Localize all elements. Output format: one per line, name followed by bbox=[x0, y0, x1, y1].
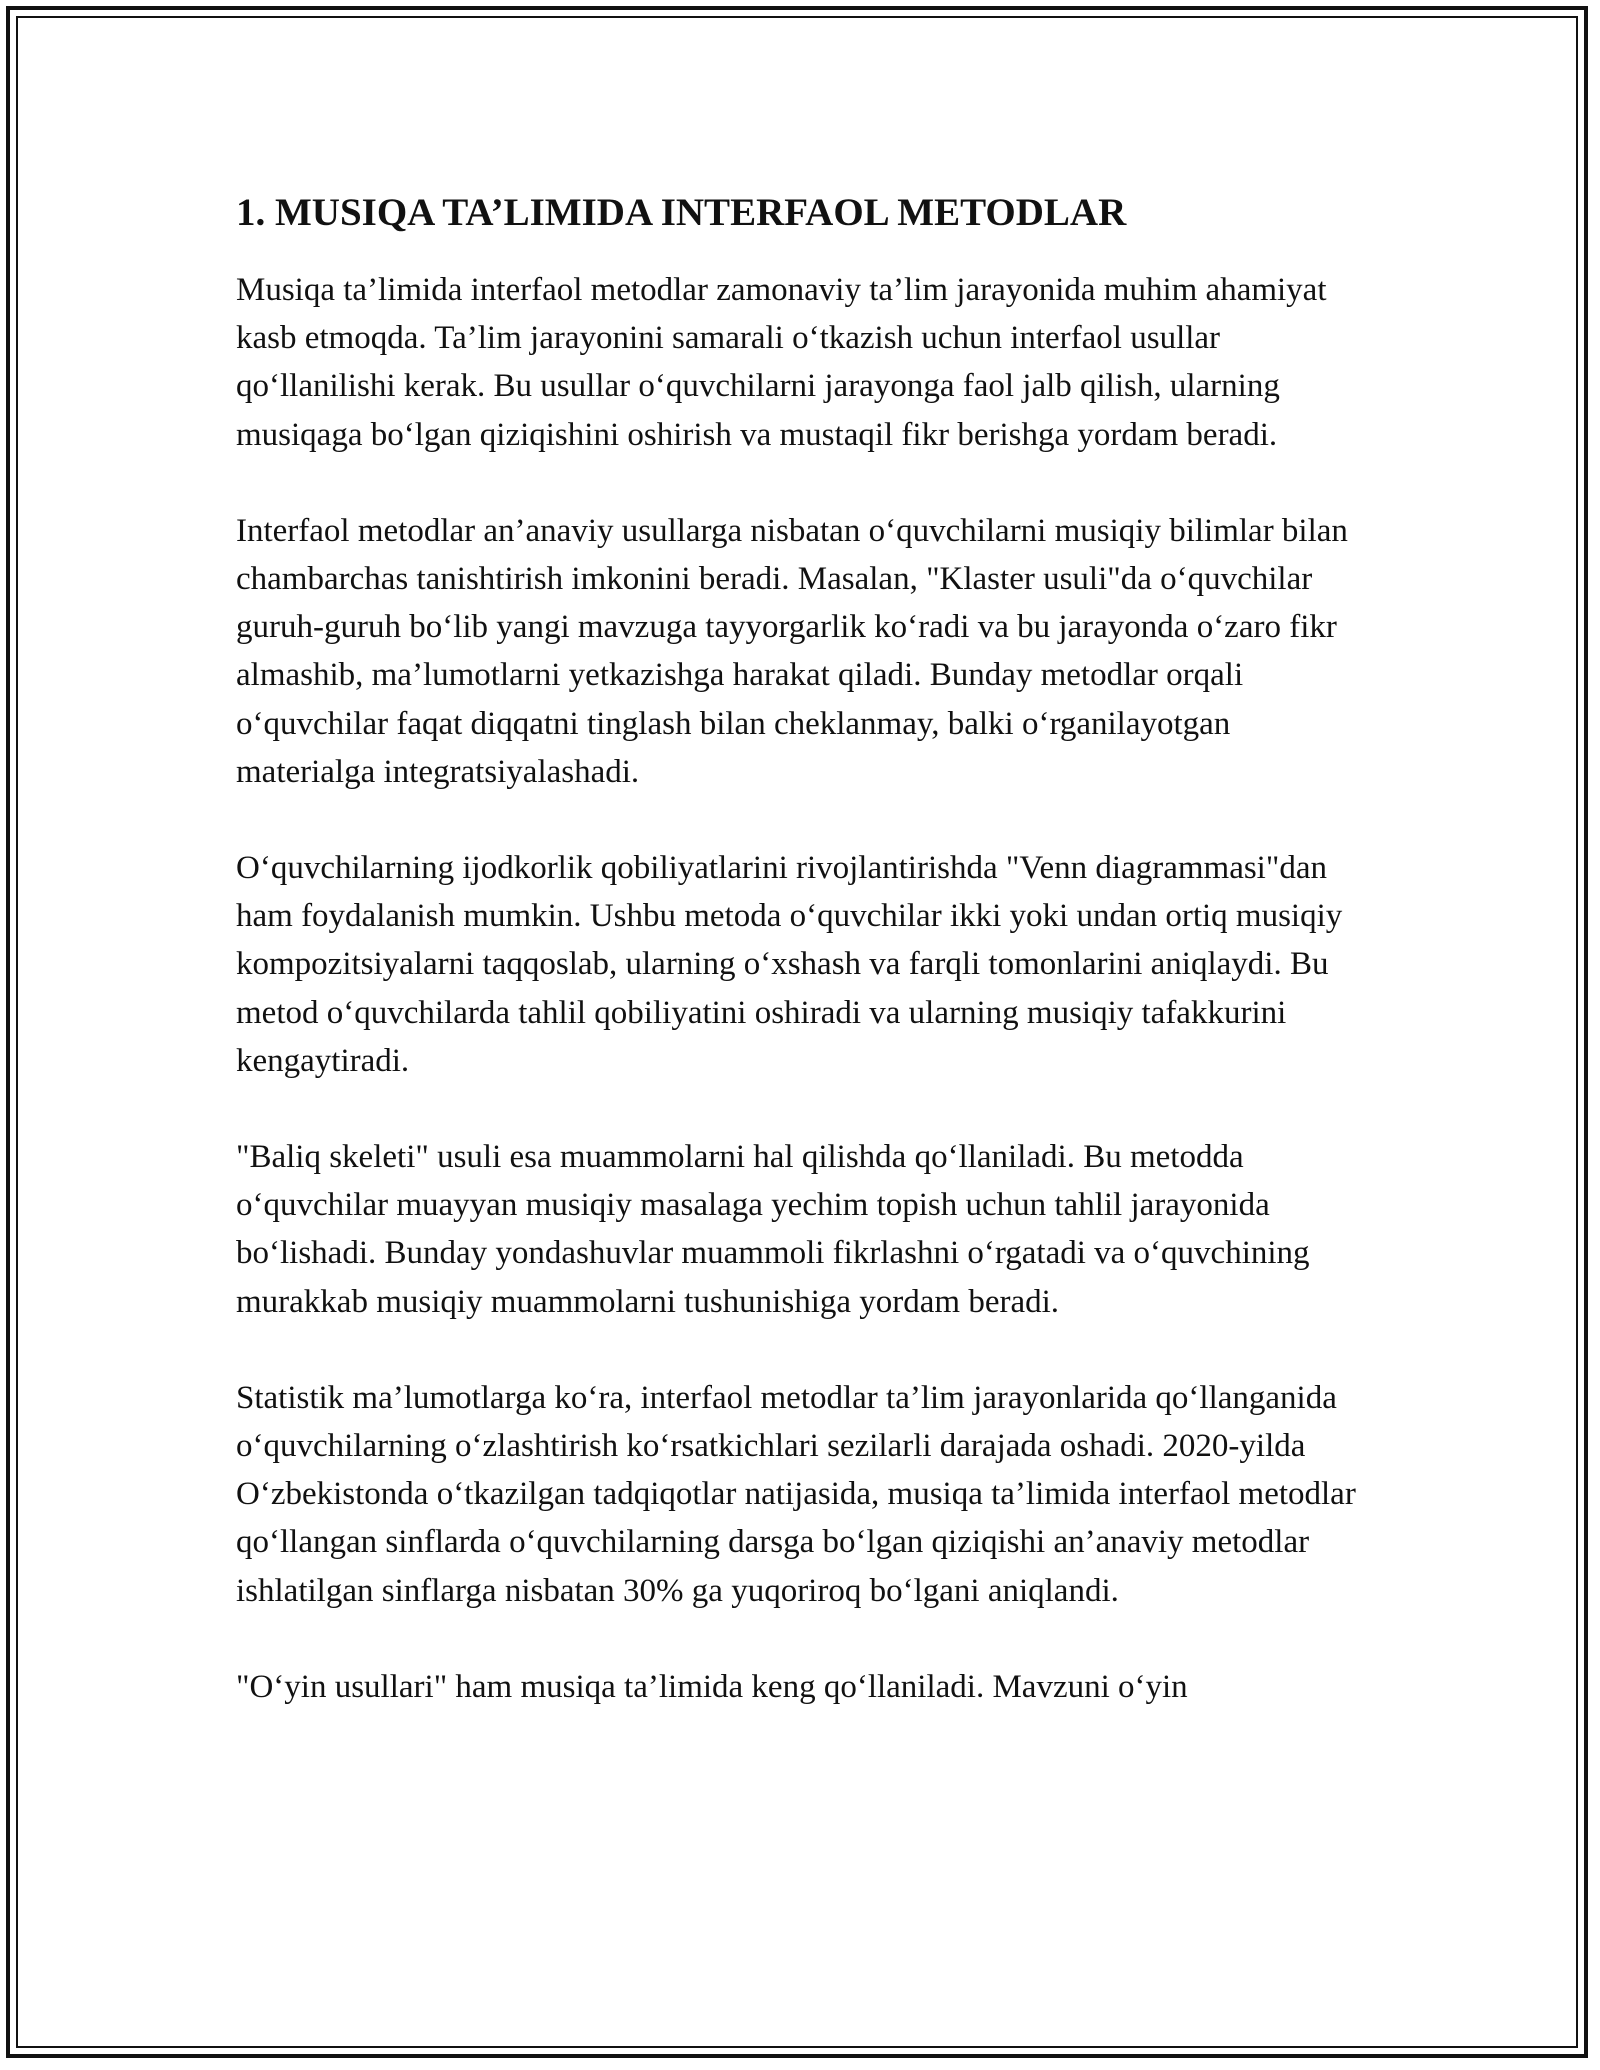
document-body bbox=[236, 186, 1376, 1759]
paragraph-5: Statistik ma’lumotlarga ko‘ra, interfaol metodlar ta’lim jarayonlarida qo‘llanganida o‘quvchilarning o‘zlashtirish ko‘rsatkichlari sezilarli darajada oshadi. 2020-yilda O‘zbekistonda o‘tkazilgan tadqiqotlar natijasida, musiqa ta’limida interfaol metodlar qo‘llangan sinflarda o‘quvchilarning darsga bo‘lgan qiziqishi an’anaviy metodlar ishlatilgan sinflarga nisbatan 30% ga yuqoriroq bo‘lgani aniqlandi. bbox=[236, 1379, 1356, 1609]
paragraph-1: Musiqa ta’limida interfaol metodlar zamonaviy ta’lim jarayonida muhim ahamiyat kasb etmoqda. Ta’lim jarayonini samarali o‘tkazish uchun interfaol usullar qo‘llanilishi kerak. Bu usullar o‘quvchilarni jarayonga faol jalb qilish, ularning musiqaga bo‘lgan qiziqishini oshirish va mustaqil fikr berishga yordam beradi. bbox=[236, 272, 1327, 453]
paragraph-6: "O‘yin usullari" ham musiqa ta’limida keng qo‘llaniladi. Mavzuni o‘yin bbox=[236, 1668, 1188, 1705]
paragraph-3: O‘quvchilarning ijodkorlik qobiliyatlarini rivojlantirishda "Venn diagrammasi"dan ham foydalanish mumkin. Ushbu metoda o‘quvchilar ikki yoki undan ortiq musiqiy kompozitsiyalarni taqqoslab, ularning o‘xshash va farqli tomonlarini aniqlaydi. Bu metod o‘quvchilarda tahlil qobiliyatini oshiradi va ularning musiqiy tafakkurini kengaytiradi. bbox=[236, 850, 1343, 1079]
paragraph-4: "Baliq skeleti" usuli esa muammolarni hal qilishda qo‘llaniladi. Bu metodda o‘quvchilar muayyan musiqiy masalaga yechim topish uchun tahlil jarayonida bo‘lishadi. Bunday yondashuvlar muammoli fikrlashni o‘rgatadi va o‘quvchining murakkab musiqiy muammolarni tushunishiga yordam beradi. bbox=[236, 1139, 1310, 1320]
paragraph-2: Interfaol metodlar an’anaviy usullarga nisbatan o‘quvchilarni musiqiy bilimlar bilan chambarchas tanishtirish imkonini beradi. Masalan, "Klaster usuli"da o‘quvchilar guruh-guruh bo‘lib yangi mavzuga tayyorgarlik ko‘radi va bu jarayonda o‘zaro fikr almashib, ma’lumotlarni yetkazishga harakat qiladi. Bunday metodlar orqali o‘quvchilar faqat diqqatni tinglash bilan cheklanmay, balki o‘rganilayotgan materialga integratsiyalashadi. bbox=[236, 512, 1348, 790]
section-heading: 1. MUSIQA TA’LIMIDA INTERFAOL METODLAR bbox=[236, 191, 1127, 234]
